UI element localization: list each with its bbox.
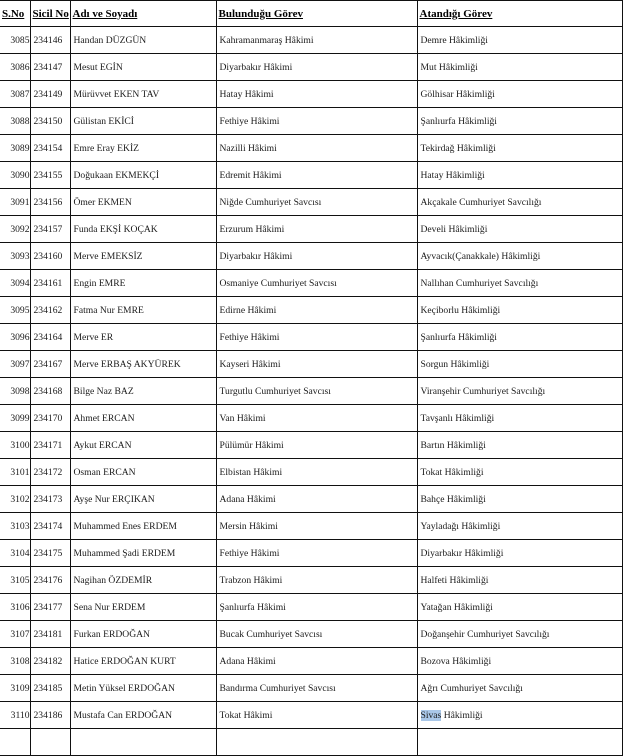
header-assigned-post: Atandığı Görev <box>417 1 622 27</box>
cell-name: Funda EKŞİ KOÇAK <box>70 216 216 243</box>
table-row <box>0 324 622 351</box>
cell-name: Ayşe Nur ERÇIKAN <box>70 486 216 513</box>
cell-sicil: 234146 <box>30 27 70 54</box>
cell-current-post: Pülümür Hâkimi <box>216 432 417 459</box>
cell-assigned-post: Yayladağı Hâkimliği <box>417 513 622 540</box>
cell-current-post: Şanlıurfa Hâkimi <box>216 594 417 621</box>
cell-sicil: 234181 <box>30 621 70 648</box>
cell-name: Mustafa Can ERDOĞAN <box>70 702 216 729</box>
cell-current-post: Edirne Hâkimi <box>216 297 417 324</box>
cell-sno: 3090 <box>0 162 30 189</box>
cell-assigned-post: Keçiborlu Hâkimliği <box>417 297 622 324</box>
cell-name: Bilge Naz BAZ <box>70 378 216 405</box>
cell-assigned-post: Viranşehir Cumhuriyet Savcılığı <box>417 378 622 405</box>
cell-current-post: Fethiye Hâkimi <box>216 540 417 567</box>
header-sno: S.No <box>0 1 30 27</box>
table-row <box>0 243 622 270</box>
cell-sno: 3102 <box>0 486 30 513</box>
table-row <box>0 270 622 297</box>
table-row <box>0 675 622 702</box>
cell-sicil: 234161 <box>30 270 70 297</box>
header-sicil: Sicil No <box>30 1 70 27</box>
cell-sicil: 234182 <box>30 648 70 675</box>
cell-sicil: 234173 <box>30 486 70 513</box>
table-row <box>0 432 622 459</box>
cell-sicil: 234168 <box>30 378 70 405</box>
cell-sicil: 234150 <box>30 108 70 135</box>
cell-sicil: 234155 <box>30 162 70 189</box>
table-row <box>0 27 622 54</box>
cell-sno: 3109 <box>0 675 30 702</box>
table-row <box>0 594 622 621</box>
cell-sicil: 234149 <box>30 81 70 108</box>
cell-sno: 3088 <box>0 108 30 135</box>
cell-sicil: 234186 <box>30 702 70 729</box>
cell-sno: 3095 <box>0 297 30 324</box>
cell-name: Ahmet ERCAN <box>70 405 216 432</box>
cell-assigned-post: Mut Hâkimliği <box>417 54 622 81</box>
cell-sicil: 234164 <box>30 324 70 351</box>
cell-sicil: 234174 <box>30 513 70 540</box>
cell-current-post: Tokat Hâkimi <box>216 702 417 729</box>
cell-current-post: Adana Hâkimi <box>216 648 417 675</box>
cell-name: Engin EMRE <box>70 270 216 297</box>
cell-assigned-post: Hatay Hâkimliği <box>417 162 622 189</box>
selected-text-highlight[interactable]: Sivas <box>420 709 442 721</box>
cell-current-post: Adana Hâkimi <box>216 486 417 513</box>
table-row <box>0 108 622 135</box>
cell-current-post: Kahramanmaraş Hâkimi <box>216 27 417 54</box>
cell-sno: 3092 <box>0 216 30 243</box>
cell-current-post: Fethiye Hâkimi <box>216 108 417 135</box>
cell-sicil <box>30 729 70 756</box>
table-row <box>0 459 622 486</box>
cell-current-post: Bucak Cumhuriyet Savcısı <box>216 621 417 648</box>
cell-assigned-post: Demre Hâkimliği <box>417 27 622 54</box>
cell-assigned-post <box>417 729 622 756</box>
cell-sno: 3089 <box>0 135 30 162</box>
cell-assigned-post: Nallıhan Cumhuriyet Savcılığı <box>417 270 622 297</box>
cell-name: Ömer EKMEN <box>70 189 216 216</box>
cell-name: Emre Eray EKİZ <box>70 135 216 162</box>
cell-sno: 3096 <box>0 324 30 351</box>
cell-sicil: 234154 <box>30 135 70 162</box>
cell-sicil: 234147 <box>30 54 70 81</box>
cell-sno: 3091 <box>0 189 30 216</box>
cell-sno: 3106 <box>0 594 30 621</box>
cell-name: Furkan ERDOĞAN <box>70 621 216 648</box>
cell-current-post: Bandırma Cumhuriyet Savcısı <box>216 675 417 702</box>
cell-assigned-post: Halfeti Hâkimliği <box>417 567 622 594</box>
cell-current-post: Mersin Hâkimi <box>216 513 417 540</box>
table-row <box>0 351 622 378</box>
cell-sicil: 234167 <box>30 351 70 378</box>
cell-sno: 3105 <box>0 567 30 594</box>
header-current-post: Bulunduğu Görev <box>216 1 417 27</box>
cell-current-post: Edremit Hâkimi <box>216 162 417 189</box>
cell-assigned-post: Şanlıurfa Hâkimliği <box>417 324 622 351</box>
cell-name: Fatma Nur EMRE <box>70 297 216 324</box>
table-row-partial <box>0 729 622 756</box>
cell-current-post: Trabzon Hâkimi <box>216 567 417 594</box>
table-row <box>0 540 622 567</box>
cell-assigned-post: Tokat Hâkimliği <box>417 459 622 486</box>
cell-sno: 3101 <box>0 459 30 486</box>
cell-assigned-post: Akçakale Cumhuriyet Savcılığı <box>417 189 622 216</box>
cell-sicil: 234162 <box>30 297 70 324</box>
cell-assigned-post: Şanlıurfa Hâkimliği <box>417 108 622 135</box>
cell-name: Merve EMEKSİZ <box>70 243 216 270</box>
header-row <box>0 1 622 27</box>
cell-sno: 3099 <box>0 405 30 432</box>
cell-sno: 3085 <box>0 27 30 54</box>
cell-assigned-post: Gölhisar Hâkimliği <box>417 81 622 108</box>
table-row <box>0 297 622 324</box>
cell-assigned-post: Sorgun Hâkimliği <box>417 351 622 378</box>
cell-sno: 3086 <box>0 54 30 81</box>
cell-name: Aykut ERCAN <box>70 432 216 459</box>
cell-sno: 3097 <box>0 351 30 378</box>
cell-sno: 3094 <box>0 270 30 297</box>
cell-sno: 3093 <box>0 243 30 270</box>
cell-current-post: Fethiye Hâkimi <box>216 324 417 351</box>
cell-current-post: Kayseri Hâkimi <box>216 351 417 378</box>
cell-current-post: Diyarbakır Hâkimi <box>216 243 417 270</box>
cell-assigned-post: Tekirdağ Hâkimliği <box>417 135 622 162</box>
cell-sno: 3100 <box>0 432 30 459</box>
cell-name: Merve ER <box>70 324 216 351</box>
cell-current-post <box>216 729 417 756</box>
cell-current-post: Erzurum Hâkimi <box>216 216 417 243</box>
cell-current-post: Diyarbakır Hâkimi <box>216 54 417 81</box>
cell-name: Merve ERBAŞ AKYÜREK <box>70 351 216 378</box>
cell-assigned-post: Ayvacık(Çanakkale) Hâkimliği <box>417 243 622 270</box>
table-row <box>0 162 622 189</box>
table-row <box>0 648 622 675</box>
cell-sicil: 234171 <box>30 432 70 459</box>
table-row <box>0 513 622 540</box>
cell-name: Hatice ERDOĞAN KURT <box>70 648 216 675</box>
cell-sicil: 234160 <box>30 243 70 270</box>
table-row <box>0 81 622 108</box>
cell-name: Metin Yüksel ERDOĞAN <box>70 675 216 702</box>
cell-name: Muhammed Şadi ERDEM <box>70 540 216 567</box>
cell-assigned-post: Bartın Hâkimliği <box>417 432 622 459</box>
cell-current-post: Osmaniye Cumhuriyet Savcısı <box>216 270 417 297</box>
cell-assigned-post: Diyarbakır Hâkimliği <box>417 540 622 567</box>
cell-sicil: 234172 <box>30 459 70 486</box>
cell-assigned-post: Ağrı Cumhuriyet Savcılığı <box>417 675 622 702</box>
cell-current-post: Niğde Cumhuriyet Savcısı <box>216 189 417 216</box>
cell-sno: 3098 <box>0 378 30 405</box>
cell-current-post: Hatay Hâkimi <box>216 81 417 108</box>
table-row <box>0 702 622 729</box>
cell-assigned-post: Bahçe Hâkimliği <box>417 486 622 513</box>
table-row <box>0 378 622 405</box>
table-row <box>0 486 622 513</box>
assigned-post-rest: Hâkimliği <box>441 709 483 721</box>
cell-name <box>70 729 216 756</box>
table-row <box>0 405 622 432</box>
cell-name: Gülistan EKİCİ <box>70 108 216 135</box>
cell-sno: 3110 <box>0 702 30 729</box>
cell-name: Doğukaan EKMEKÇİ <box>70 162 216 189</box>
cell-sicil: 234170 <box>30 405 70 432</box>
cell-name: Mesut EGİN <box>70 54 216 81</box>
cell-sno: 3087 <box>0 81 30 108</box>
cell-current-post: Van Hâkimi <box>216 405 417 432</box>
cell-sno <box>0 729 30 756</box>
table-row <box>0 567 622 594</box>
cell-sicil: 234185 <box>30 675 70 702</box>
cell-sicil: 234175 <box>30 540 70 567</box>
cell-sno: 3104 <box>0 540 30 567</box>
cell-sno: 3107 <box>0 621 30 648</box>
table-row <box>0 135 622 162</box>
cell-sicil: 234176 <box>30 567 70 594</box>
cell-sno: 3103 <box>0 513 30 540</box>
cell-sno: 3108 <box>0 648 30 675</box>
cell-sicil: 234156 <box>30 189 70 216</box>
table-row <box>0 54 622 81</box>
header-name: Adı ve Soyadı <box>70 1 216 27</box>
cell-assigned-post: Doğanşehir Cumhuriyet Savcılığı <box>417 621 622 648</box>
cell-name: Muhammed Enes ERDEM <box>70 513 216 540</box>
cell-sicil: 234157 <box>30 216 70 243</box>
cell-current-post: Elbistan Hâkimi <box>216 459 417 486</box>
table-row <box>0 621 622 648</box>
cell-name: Nagihan ÖZDEMİR <box>70 567 216 594</box>
table-row <box>0 189 622 216</box>
cell-assigned-post: Yatağan Hâkimliği <box>417 594 622 621</box>
cell-assigned-post[interactable] <box>417 702 622 729</box>
cell-sicil: 234177 <box>30 594 70 621</box>
cell-name: Sena Nur ERDEM <box>70 594 216 621</box>
cell-current-post: Turgutlu Cumhuriyet Savcısı <box>216 378 417 405</box>
cell-current-post: Nazilli Hâkimi <box>216 135 417 162</box>
cell-name: Mürüvvet EKEN TAV <box>70 81 216 108</box>
cell-assigned-post: Develi Hâkimliği <box>417 216 622 243</box>
cell-name: Handan DÜZGÜN <box>70 27 216 54</box>
cell-assigned-post: Bozova Hâkimliği <box>417 648 622 675</box>
cell-name: Osman ERCAN <box>70 459 216 486</box>
cell-assigned-post: Tavşanlı Hâkimliği <box>417 405 622 432</box>
table-row <box>0 216 622 243</box>
